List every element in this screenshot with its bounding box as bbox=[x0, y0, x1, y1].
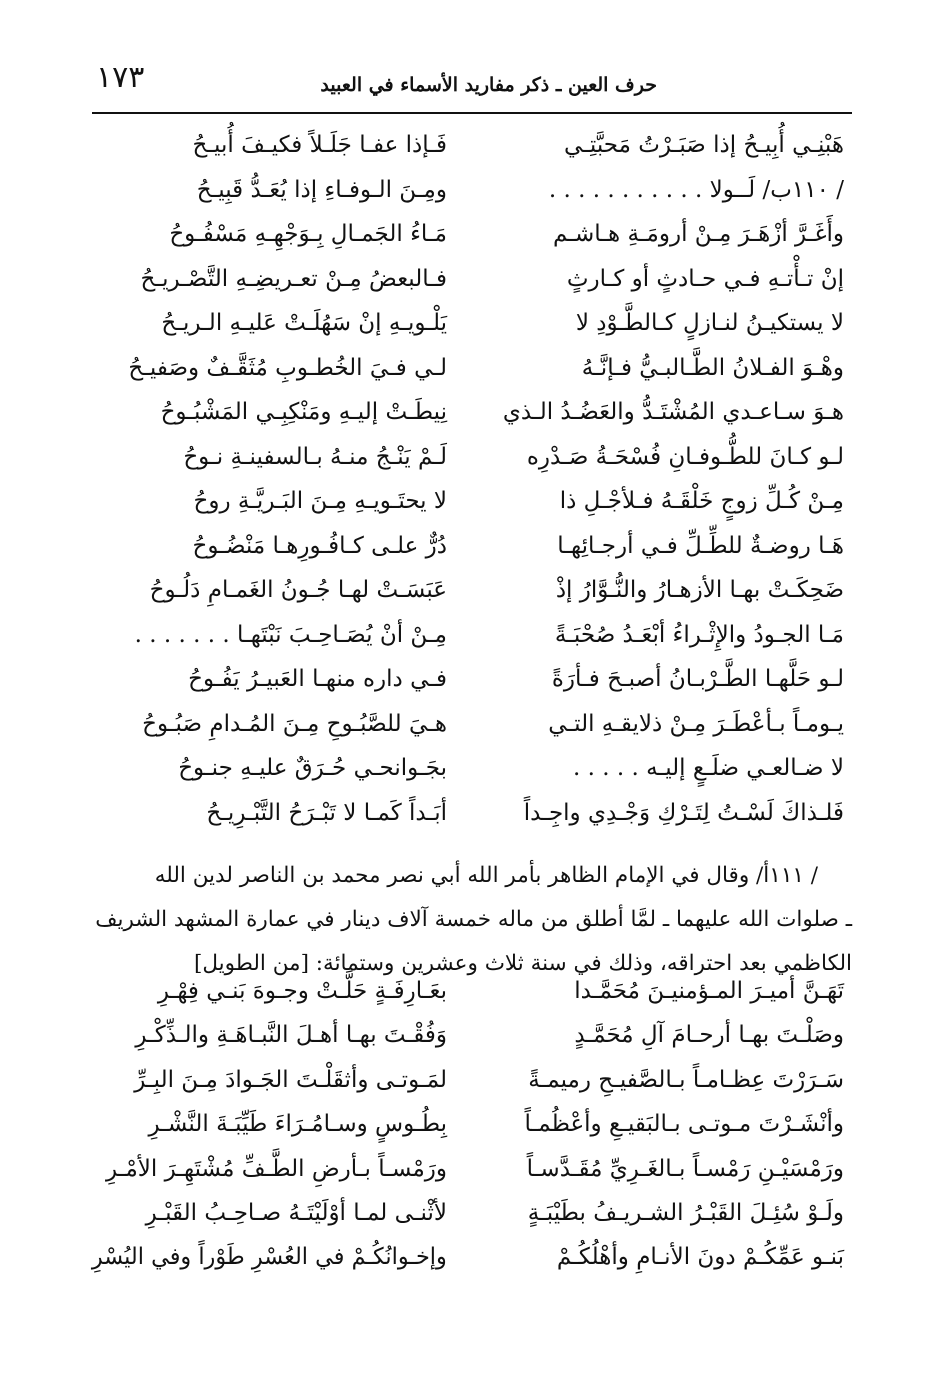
verse-first-hemistich: فَلـذاكَ لَسْـتُ لِتَـرْكِ وَجْـدِي واجِـداً bbox=[523, 799, 844, 826]
running-title: حرف العين ـ ذكر مفاريد الأسماء في العبيد bbox=[320, 74, 657, 96]
verse-second-hemistich: بِطُـوسٍ وسـامُـرَاءَ طَيِّبَـةَ النَّشْـرِ bbox=[148, 1111, 447, 1138]
verse-first-hemistich: لا يستكيـنُ لنـازلٍ كـالطَّـوْدِ لا bbox=[575, 310, 844, 336]
verse-second-hemistich: فَـإذا عفـا جَلَـلاً فكيـفَ أُبيـحُ bbox=[192, 132, 447, 158]
verse bbox=[92, 1192, 852, 1236]
verse bbox=[92, 658, 852, 703]
verse-second-hemistich: هـيَ للصَّبُـوحِ مِـنَ المُـدامِ صَبُـوحُ bbox=[142, 710, 447, 737]
verse bbox=[92, 1014, 852, 1058]
verse bbox=[92, 569, 852, 614]
verse bbox=[92, 703, 852, 748]
verse-second-hemistich: بجَـوانحـي حُـرَقٌ عليـهِ جنـوحُ bbox=[178, 755, 447, 781]
verse-first-hemistich: يـومـاً بـأعْطَـرَ مِـنْ ذلايقـهِ التـي bbox=[548, 710, 844, 737]
verse-second-hemistich: لأثْنـى لمـا أوْلَيْتَـهُ صـاحِـبُ القَبْـرِ bbox=[145, 1199, 447, 1226]
verse-first-hemistich: لا ضـالعـي ضلَـعٍ إليـه . . . . . bbox=[573, 755, 844, 781]
verse-first-hemistich: وهْـوَ الفـلانُ الطَّـالبـيُّ فـإنَّـهُ bbox=[581, 354, 844, 381]
verse-first-hemistich: إنْ تـأْتـهِ فـي حـادثٍ أو كـارثٍ bbox=[566, 265, 844, 292]
verse bbox=[92, 747, 852, 792]
verse-second-hemistich: أبَـداً كَمـا لا تَبْـرَحُ التَّبْـرِيـحُ bbox=[206, 799, 447, 826]
verse-first-hemistich: هَـا روضـةٌ للطِّـلِّ فـي أرجـائِهـا bbox=[557, 532, 844, 559]
verse-second-hemistich: بعَـارِفَـةٍ حَلَّـتْ وجـوهَ بَنـي فِهْـرِ bbox=[157, 978, 447, 1004]
verse-second-hemistich: لا يحتَـويـهِ مِـنَ البَـريَّـةِ روحُ bbox=[193, 488, 447, 514]
verse bbox=[92, 436, 852, 481]
verse bbox=[92, 525, 852, 570]
verse-first-hemistich: بَنـو عَمِّكُـمْ دونَ الأنـامِ وأهْلُكُـمْ bbox=[556, 1244, 844, 1271]
verse-first-hemistich: / ١١٠ب/ لَــولا . . . . . . . . . . . bbox=[548, 176, 844, 203]
verse-first-hemistich: وأنْشَـرْتَ مـوتـى بـالبَقيـعِ وأعْظُمـاً bbox=[524, 1111, 844, 1138]
page-number: ١٧٣ bbox=[96, 60, 145, 95]
verse-first-hemistich: ورَمْسَيْـنِ رَمْسـاً بـالغَـرِيِّ مُقَـدَّسـاً bbox=[526, 1155, 844, 1182]
verse bbox=[92, 391, 852, 436]
verse-first-hemistich: تَهَـنَّ أميـرَ المـؤمنيـنَ مُحَمَّـدا bbox=[574, 978, 844, 1004]
verse-first-hemistich: ضَحِكَـتْ بهـا الأزهـارُ والنُّـوَّارُ إذْ bbox=[555, 577, 844, 603]
prose-line: ـ صلوات الله عليهما ـ لمَّا أطلق من ماله خمسة آلاف دينار في عمارة المشهد الشريف bbox=[95, 907, 852, 932]
verse-second-hemistich: لَـمْ يَنْـجُ منـهُ بـالسفينـةِ نـوحُ bbox=[183, 443, 447, 470]
verse-first-hemistich: سَـرَرْتَ عِظـامـاً بـالصَّفيـحِ رميمـةً bbox=[528, 1066, 844, 1093]
verse-second-hemistich: ورَمْسـاً بـأرضِ الطَّـفِّ مُشْتَهِـرَ الأمْـرِ bbox=[106, 1155, 447, 1182]
verse-first-hemistich: هـوَ سـاعـدي المُشْتَـدُّ والعَضُـدُ الـذي bbox=[502, 399, 844, 425]
prose-line: / ١١١أ/ وقال في الإمام الظاهر بأمر الله أبي نصر محمد بن الناصر لدين الله bbox=[154, 863, 818, 888]
verse bbox=[92, 970, 852, 1014]
verse-first-hemistich: هَبْنِـي أُبِيـحُ إذا صَبَـرْتُ مَحبَّتِـي bbox=[563, 132, 844, 158]
verse-first-hemistich: مِـنْ كُـلِّ زوجٍ خَلْقَـهُ فـلأجْـلِ ذا bbox=[559, 488, 844, 514]
verse-second-hemistich: مَـاءُ الجَمـالِ بِـوَجْهِـهِ مَسْفُـوحُ bbox=[169, 221, 447, 247]
verse-first-hemistich: وصَلْـتَ بهـا أرحـامَ آلِ مُحَمَّـدٍ bbox=[574, 1022, 844, 1049]
verse bbox=[92, 258, 852, 303]
verse-second-hemistich: وَفُقْـتَ بهـا أهـلَ النَّبـاهَـةِ والـذِّكْـرِ bbox=[135, 1022, 447, 1049]
page-header bbox=[92, 58, 852, 108]
verse-second-hemistich: ومِـنَ الـوفـاءِ إذا يُعَـدُّ قَبِيـحُ bbox=[196, 176, 447, 203]
verse bbox=[92, 169, 852, 214]
header-rule bbox=[92, 112, 852, 114]
verse bbox=[92, 792, 852, 837]
verse bbox=[92, 614, 852, 659]
verse bbox=[92, 213, 852, 258]
verse bbox=[92, 302, 852, 347]
verse bbox=[92, 124, 852, 169]
verse-first-hemistich: ولَـوْ سُئِـلَ القَبْـرُ الشـريـفُ بطَيْبَـةٍ bbox=[527, 1199, 844, 1226]
verse bbox=[92, 1148, 852, 1192]
poem-one bbox=[92, 124, 852, 836]
verse-second-hemistich: عَبَسَـتْ لهـا جُـونُ الغَمـامِ دَلُـوحُ bbox=[149, 577, 447, 603]
verse-second-hemistich: نِيطَـتْ إليـهِ ومَنْكِبِـي المَشْبُـوحُ bbox=[160, 399, 447, 425]
verse bbox=[92, 1103, 852, 1147]
verse-first-hemistich: مَـا الجـودُ والإِثْـراءُ أبْعَـدُ صُحْبَـةً bbox=[554, 621, 844, 648]
verse-second-hemistich: مِـنْ أنْ يُصَـاحِـبَ نَبْتَهـا . . . . . . . bbox=[134, 621, 447, 648]
verse-first-hemistich: لـو حَلَّهـا الطَّـرْبـانُ أصبـحَ فـأرَةً bbox=[551, 666, 844, 692]
verse-second-hemistich: لـي فـيَ الخُطـوبِ مُثَقَّـفٌ وصَفيـحُ bbox=[128, 354, 447, 381]
verse bbox=[92, 1236, 852, 1280]
verse-second-hemistich: فـالبعضُ مِـنْ تعـريضِـهِ التَّصْـريـحُ bbox=[140, 265, 447, 292]
verse-second-hemistich: دُرٌّ علـى كـافُـورِهـا مَنْضُـوحُ bbox=[192, 532, 447, 559]
verse-second-hemistich: فـي داره منهـا العَبيـرُ يَفُـوحُ bbox=[188, 666, 447, 692]
verse-second-hemistich: وإخـوانُكُـمْ في العُسْرِ طَوْراً وفي اليُسْرِ bbox=[92, 1244, 447, 1271]
verse bbox=[92, 1059, 852, 1103]
verse-first-hemistich: وأَغَـرَّ أزْهَـرَ مِـنْ أرومَـةِ هـاشـم bbox=[552, 221, 844, 247]
prose-line: الكاظمي بعد احتراقه، وذلك في سنة ثلاث وعشرين وستمائة: [من الطويل] bbox=[193, 951, 852, 976]
verse bbox=[92, 480, 852, 525]
verse-second-hemistich: يَلْـويـهِ إنْ سَهُلَـتْ عَليـهِ الـريـحُ bbox=[161, 310, 447, 336]
prose-introduction bbox=[92, 856, 852, 988]
verse bbox=[92, 347, 852, 392]
verse-first-hemistich: لـو كـانَ للطُّـوفـانِ فُسْحَـةُ صَـدْرِه bbox=[526, 443, 844, 470]
poem-two bbox=[92, 970, 852, 1281]
verse-second-hemistich: لمَـوتـى وأثقَلْـتَ الجَـوادَ مِـنَ البِـرِّ bbox=[134, 1066, 447, 1093]
